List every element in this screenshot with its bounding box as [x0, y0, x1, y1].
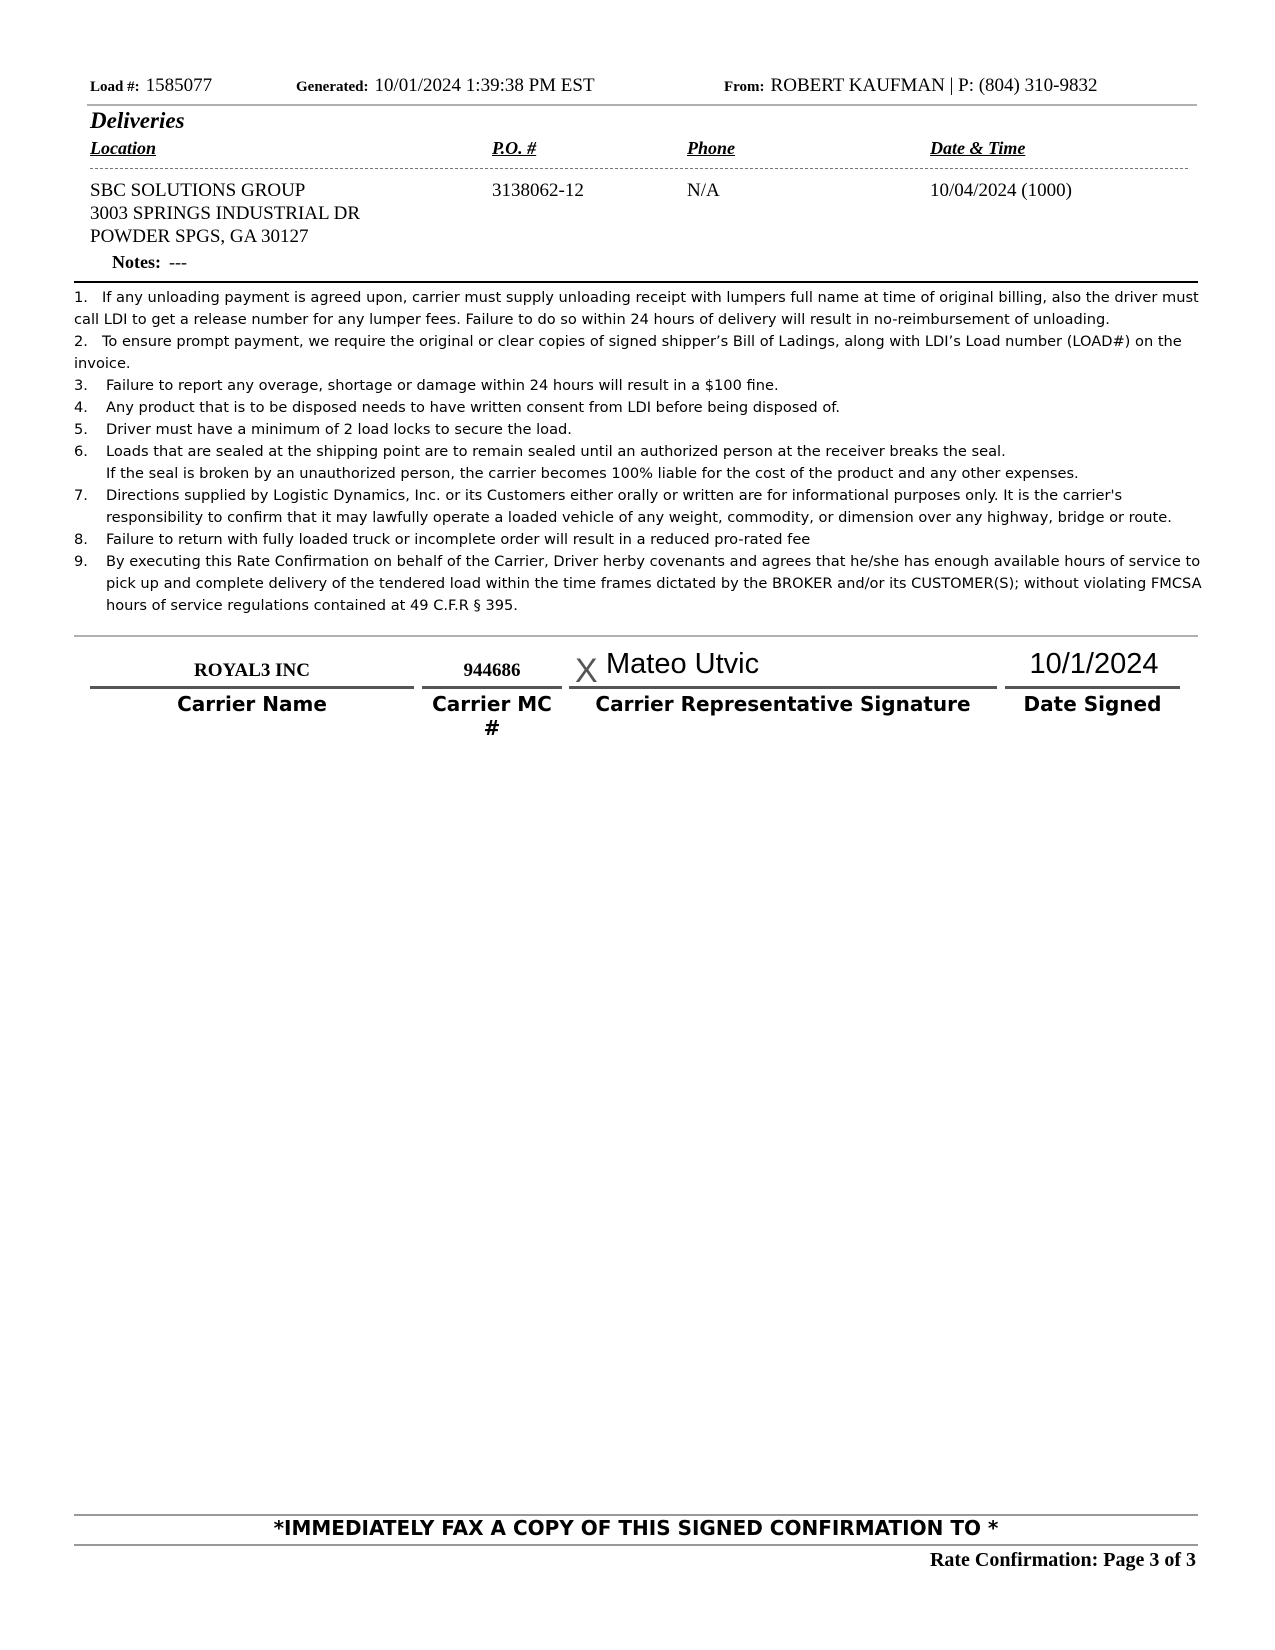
delivery-location — [90, 179, 360, 248]
from-value: ROBERT KAUFMAN | P: (804) 310-9832 — [770, 75, 1098, 96]
carrier-name-label: Carrier Name — [177, 692, 327, 716]
delivery-po: 3138062-12 — [492, 180, 584, 201]
from-label: From: — [724, 79, 765, 95]
load-value: 1585077 — [145, 75, 213, 96]
signature-x-mark: X — [575, 652, 598, 690]
signature-value: Mateo Utvic — [606, 648, 760, 680]
column-date-time: Date & Time — [930, 138, 1026, 158]
notes-value: --- — [168, 252, 187, 272]
term-item: 9. By executing this Rate Confirmation on behalf of the Carrier, Driver herby covenants and agrees that he/she has enough available hours of service to pick up and complete delivery of the tendered load within the time frames dictated by the BROKER and/or its CUSTOMER(S); without violating FMCSA hours of service regulations contained at 49 C.F.R § 395. — [74, 553, 1202, 614]
signature-line — [569, 686, 997, 689]
date-signed-line — [1005, 686, 1180, 689]
carrier-mc-label: Carrier MC # — [432, 692, 552, 740]
delivery-phone: N/A — [687, 180, 720, 201]
carrier-mc-value: 944686 — [463, 660, 521, 681]
generated-label: Generated: — [296, 79, 369, 95]
notes-label: Notes: — [112, 252, 161, 272]
page-number: Rate Confirmation: Page 3 of 3 — [929, 1549, 1196, 1571]
carrier-name-value: ROYAL3 INC — [194, 660, 310, 681]
signature-divider — [74, 635, 1198, 637]
signature-label: Carrier Representative Signature — [595, 692, 971, 716]
delivery-notes — [112, 252, 187, 273]
carrier-mc-line — [422, 686, 562, 689]
term-item: 5. Driver must have a minimum of 2 load locks to secure the load. — [74, 421, 572, 438]
term-item: 4. Any product that is to be disposed needs to have written consent from LDI before being disposed of. — [74, 399, 840, 416]
deliveries-title: Deliveries — [90, 108, 185, 133]
generated-timestamp — [296, 75, 595, 97]
fax-notice: *IMMEDIATELY FAX A COPY OF THIS SIGNED CONFIRMATION TO * — [273, 1516, 999, 1540]
terms-list — [74, 287, 1204, 617]
term-item: 7. Directions supplied by Logistic Dynamics, Inc. or its Customers either orally or written are for informational purposes only. It is the carrier's responsibility to confirm that it may lawfully operate a loaded vehicle of any weight, commodity, or dimension over any highway, bridge or route. — [74, 487, 1172, 526]
location-street: 3003 SPRINGS INDUSTRIAL DR — [90, 203, 361, 224]
column-phone: Phone — [687, 138, 736, 158]
column-location: Location — [90, 138, 156, 158]
term-item: 3. Failure to report any overage, shortage or damage within 24 hours will result in a $100 fine. — [74, 377, 779, 394]
generated-value: 10/01/2024 1:39:38 PM EST — [374, 75, 595, 96]
date-signed-value: 10/1/2024 — [1029, 648, 1159, 680]
location-name: SBC SOLUTIONS GROUP — [90, 180, 306, 201]
terms-divider — [74, 281, 1198, 283]
term-item: 2. To ensure prompt payment, we require the original or clear copies of signed shipper’s Bill of Ladings, along with LDI’s Load number (LOAD#) on the invoice. — [74, 333, 1182, 372]
from-contact — [724, 75, 1097, 97]
delivery-date-time: 10/04/2024 (1000) — [930, 180, 1072, 201]
column-po: P.O. # — [492, 138, 537, 158]
location-city: POWDER SPGS, GA 30127 — [90, 226, 309, 247]
header-divider — [87, 104, 1197, 106]
carrier-name-line — [90, 686, 414, 689]
load-number — [90, 75, 212, 97]
term-item: 8. Failure to return with fully loaded truck or incomplete order will result in a reduced pro-rated fee — [74, 531, 811, 548]
term-item: 6. Loads that are sealed at the shipping point are to remain sealed until an authorized person at the receiver breaks the seal. If the seal is broken by an unauthorized person, the carrier becomes 100% liable for the cost of the product and any other expenses. — [74, 443, 1079, 482]
load-label: Load #: — [90, 79, 140, 95]
term-item: 1. If any unloading payment is agreed upon, carrier must supply unloading receipt with lumpers full name at time of original billing, also the driver must call LDI to get a release number for any lumper fees. Failure to do so within 24 hours of delivery will result in no-reimbursement of unloading. — [74, 289, 1199, 328]
date-signed-label: Date Signed — [1023, 692, 1162, 716]
footer-rule-bottom — [74, 1544, 1198, 1546]
column-divider — [90, 168, 1188, 169]
